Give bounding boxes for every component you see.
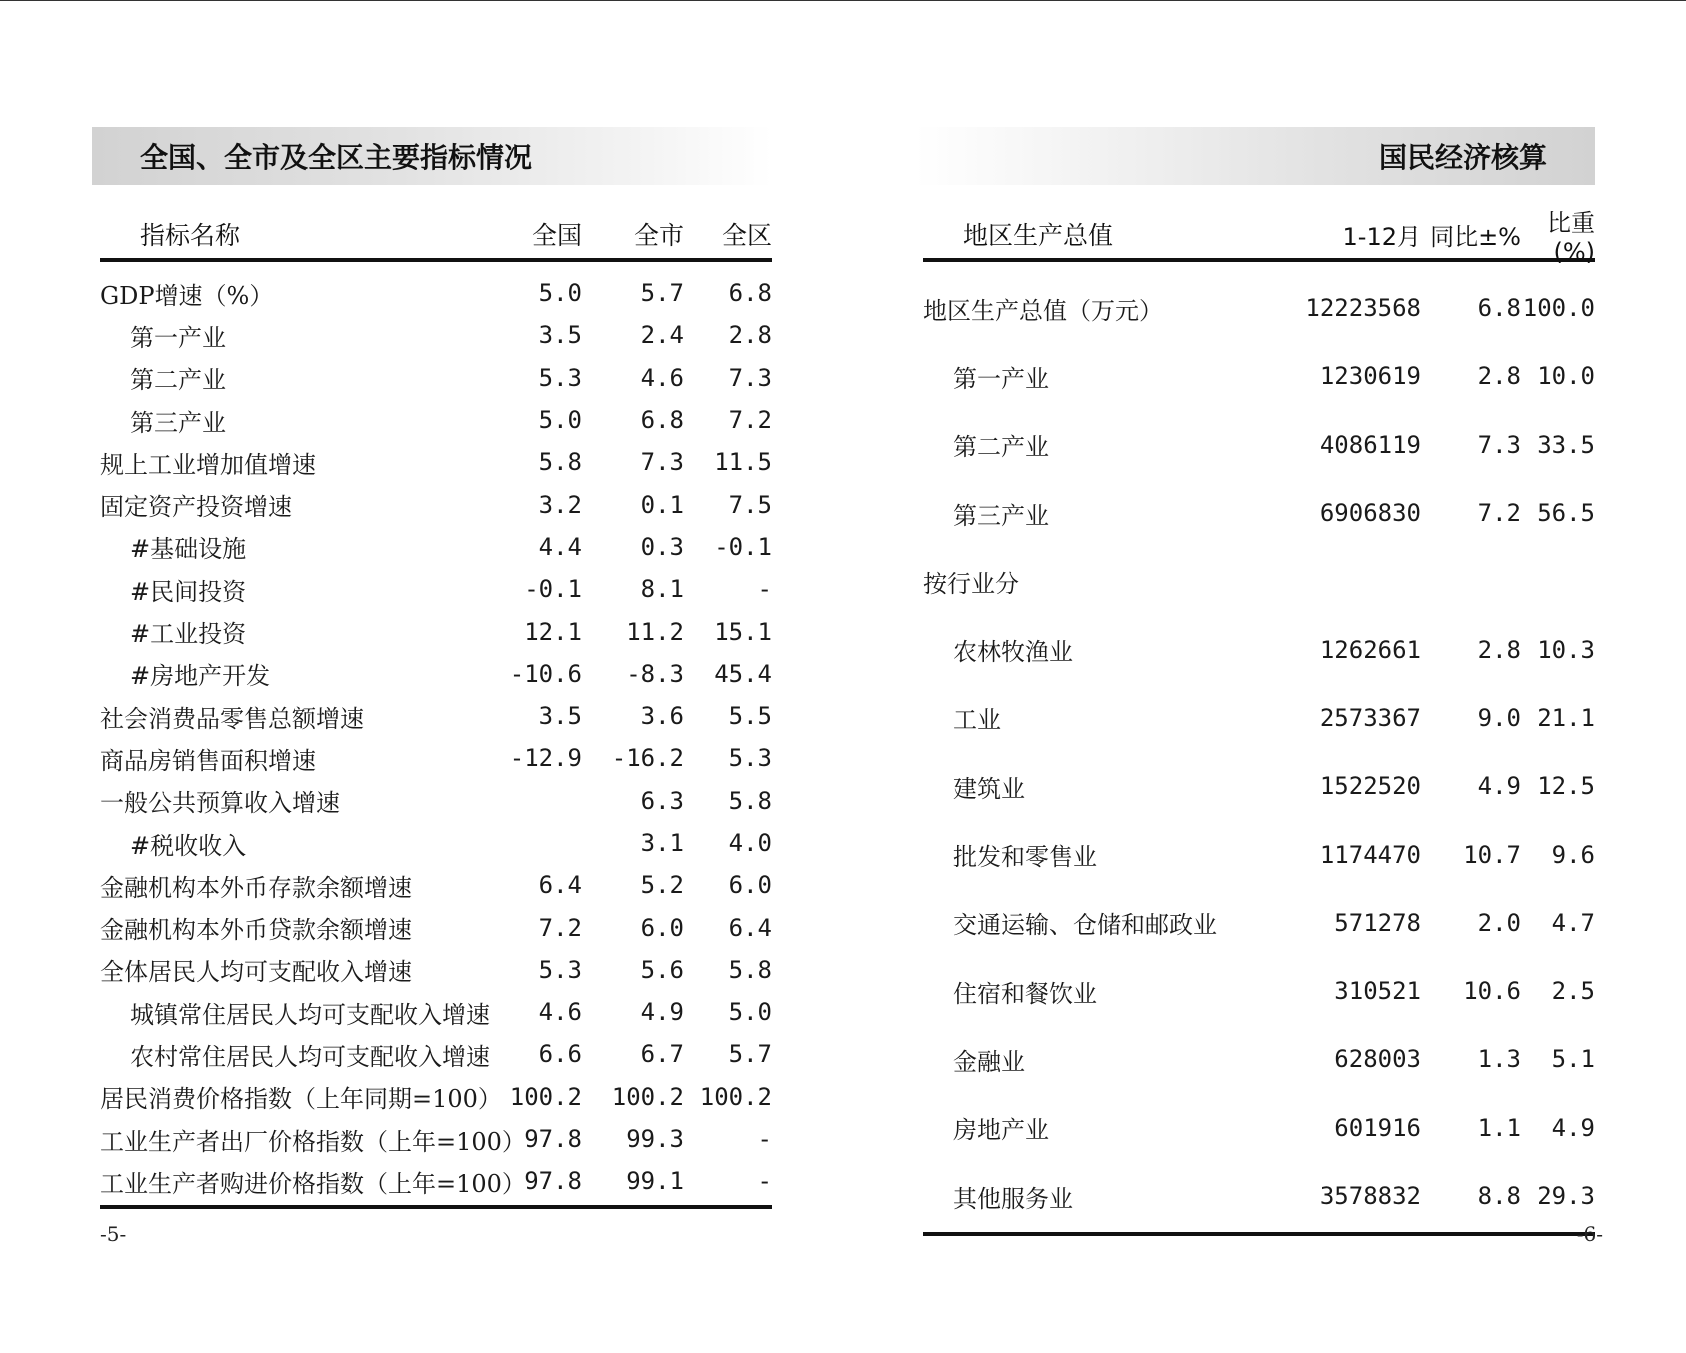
gdp-table-header (923, 208, 1595, 266)
cell-value: 1230619 (1319, 362, 1421, 391)
row-label: 第三产业 (953, 501, 1049, 530)
cell-district: 6.8 (728, 279, 772, 308)
row-label: 按行业分 (923, 569, 1019, 598)
gdp-row (923, 752, 1595, 820)
header-indicator-name: 指标名称 (140, 221, 241, 250)
row-label: 工业生产者出厂价格指数（上年=100） (100, 1127, 526, 1156)
cell-district: 4.0 (728, 829, 772, 857)
row-label: #税收收入 (130, 831, 247, 860)
cell-district: -0.1 (714, 532, 772, 561)
cell-city: 4.9 (640, 998, 684, 1027)
cell-city: 5.6 (640, 955, 684, 984)
header-jan-dec: 1-12月 (1342, 222, 1421, 251)
cell-district: 45.4 (714, 659, 772, 688)
indicators-table-body (100, 262, 772, 1203)
cell-district: 11.5 (714, 448, 772, 477)
cell-district: 5.0 (728, 998, 772, 1027)
cell-district: 2.8 (728, 321, 772, 350)
row-label: 农林牧渔业 (953, 638, 1073, 667)
cell-share: 2.5 (1551, 977, 1595, 1006)
gdp-row (923, 957, 1595, 1025)
cell-city: -16.2 (611, 744, 684, 773)
cell-district: 5.3 (728, 744, 772, 773)
cell-city: 11.2 (626, 617, 684, 646)
cell-share: 100.0 (1522, 294, 1595, 323)
cell-yoy: 10.7 (1463, 840, 1521, 869)
indicators-table-bottom-rule (100, 1205, 772, 1209)
row-label: 金融机构本外币存款余额增速 (100, 873, 412, 902)
cell-district: 7.3 (728, 363, 772, 392)
row-label: 农村常住居民人均可支配收入增速 (130, 1042, 490, 1071)
row-label: 商品房销售面积增速 (100, 746, 316, 775)
row-label: 固定资产投资增速 (100, 493, 292, 522)
cell-city: 6.3 (640, 786, 684, 815)
cell-yoy: 4.9 (1477, 772, 1521, 801)
cell-city: 0.3 (640, 532, 684, 561)
cell-share: 56.5 (1537, 499, 1595, 528)
row-label: 第二产业 (130, 366, 226, 395)
right-banner-title: 国民经济核算 (915, 127, 1595, 185)
gdp-row (923, 342, 1595, 410)
cell-national: 3.5 (538, 702, 582, 731)
cell-national: 5.8 (538, 448, 582, 477)
cell-yoy: 1.3 (1477, 1045, 1521, 1074)
cell-district: 5.5 (728, 702, 772, 731)
row-label: 第一产业 (130, 323, 226, 352)
cell-value: 1174470 (1319, 840, 1421, 869)
cell-share: 10.3 (1537, 635, 1595, 664)
row-label: 社会消费品零售总额增速 (100, 704, 364, 733)
indicator-row (100, 1076, 772, 1118)
indicator-row (100, 272, 772, 314)
cell-national: -10.6 (509, 659, 582, 688)
row-label: 居民消费价格指数（上年同期=100） (100, 1085, 502, 1114)
cell-national: 5.3 (538, 955, 582, 984)
cell-national: -0.1 (524, 575, 582, 604)
indicator-row (100, 1118, 772, 1160)
indicator-row (100, 822, 772, 864)
indicator-row (100, 314, 772, 356)
cell-share: 12.5 (1537, 772, 1595, 801)
indicator-row (100, 1160, 772, 1202)
cell-city: 6.8 (640, 406, 684, 435)
row-label: 房地产业 (953, 1116, 1049, 1145)
cell-yoy: 2.8 (1477, 362, 1521, 391)
cell-national: 5.0 (538, 406, 582, 435)
cell-district: 6.4 (728, 913, 772, 942)
cell-value: 4086119 (1319, 430, 1421, 459)
indicators-table (100, 210, 772, 1209)
row-label: 地区生产总值（万元） (923, 296, 1163, 325)
cell-share: 29.3 (1537, 1182, 1595, 1210)
gdp-table (923, 210, 1595, 1236)
cell-national: 4.4 (538, 532, 582, 561)
indicator-row (100, 653, 772, 695)
cell-city: 5.2 (640, 871, 684, 900)
cell-national: 4.6 (538, 998, 582, 1027)
gdp-table-body (923, 262, 1595, 1230)
cell-district: 100.2 (699, 1082, 772, 1111)
row-label: 住宿和餐饮业 (953, 979, 1097, 1008)
row-label: #工业投资 (130, 620, 247, 649)
left-banner-title: 全国、全市及全区主要指标情况 (92, 127, 772, 185)
row-label: 金融机构本外币贷款余额增速 (100, 916, 412, 945)
cell-share: 21.1 (1537, 703, 1595, 732)
indicator-row (100, 441, 772, 483)
indicator-row (100, 737, 772, 779)
row-label: #民间投资 (130, 577, 247, 606)
cell-city: 7.3 (640, 448, 684, 477)
indicator-row (100, 357, 772, 399)
cell-district: - (757, 1125, 772, 1154)
row-label: 第二产业 (953, 433, 1049, 462)
indicator-row (100, 949, 772, 991)
cell-district: 5.8 (728, 786, 772, 815)
indicator-row (100, 991, 772, 1033)
cell-share: 4.7 (1551, 908, 1595, 937)
cell-yoy: 8.8 (1477, 1182, 1521, 1210)
cell-national: 7.2 (538, 913, 582, 942)
indicator-row (100, 780, 772, 822)
row-label: 批发和零售业 (953, 843, 1097, 872)
cell-national: 6.4 (538, 871, 582, 900)
cell-city: 8.1 (640, 575, 684, 604)
cell-value: 1522520 (1319, 772, 1421, 801)
right-page (915, 0, 1603, 1353)
gdp-row (923, 820, 1595, 888)
header-city: 全市 (633, 221, 684, 250)
header-yoy: 同比±% (1430, 222, 1521, 251)
cell-national: 3.2 (538, 490, 582, 519)
cell-national: -12.9 (509, 744, 582, 773)
header-district: 全区 (721, 221, 772, 250)
gdp-row (923, 1025, 1595, 1093)
gdp-table-bottom-rule (923, 1232, 1595, 1236)
cell-city: 4.6 (640, 363, 684, 392)
gdp-row (923, 1094, 1595, 1162)
row-label: 金融业 (953, 1047, 1025, 1076)
cell-value: 601916 (1334, 1113, 1421, 1142)
gdp-row (923, 615, 1595, 683)
row-label: GDP增速（%） (100, 281, 274, 310)
cell-share: 5.1 (1551, 1045, 1595, 1074)
cell-district: - (757, 575, 772, 604)
cell-yoy: 6.8 (1477, 294, 1521, 323)
row-label: #基础设施 (130, 535, 247, 564)
cell-city: 5.7 (640, 279, 684, 308)
row-label: 建筑业 (953, 774, 1025, 803)
cell-yoy: 7.2 (1477, 499, 1521, 528)
cell-district: 7.2 (728, 406, 772, 435)
header-national: 全国 (531, 221, 582, 250)
gdp-row (923, 411, 1595, 479)
indicator-row (100, 1033, 772, 1075)
cell-value: 571278 (1334, 908, 1421, 937)
row-label: 一般公共预算收入增速 (100, 789, 340, 818)
row-label: 交通运输、仓储和邮政业 (953, 911, 1217, 940)
row-label: 其他服务业 (953, 1184, 1073, 1213)
row-label: 第三产业 (130, 408, 226, 437)
gdp-row (923, 479, 1595, 547)
indicator-row (100, 695, 772, 737)
cell-share: 4.9 (1551, 1113, 1595, 1142)
cell-national: 5.3 (538, 363, 582, 392)
cell-national: 3.5 (538, 321, 582, 350)
cell-yoy: 2.8 (1477, 635, 1521, 664)
cell-share: 33.5 (1537, 430, 1595, 459)
cell-district: 7.5 (728, 490, 772, 519)
cell-national: 6.6 (538, 1040, 582, 1069)
cell-district: 5.7 (728, 1040, 772, 1069)
cell-yoy: 2.0 (1477, 908, 1521, 937)
row-label: 第一产业 (953, 364, 1049, 393)
cell-national: 5.0 (538, 279, 582, 308)
indicator-row (100, 864, 772, 906)
gdp-row (923, 274, 1595, 342)
cell-share: 10.0 (1537, 362, 1595, 391)
cell-yoy: 10.6 (1463, 977, 1521, 1006)
row-label: 规上工业增加值增速 (100, 450, 316, 479)
left-page (92, 0, 772, 1353)
cell-national: 100.2 (509, 1082, 582, 1111)
cell-value: 310521 (1334, 977, 1421, 1006)
cell-city: 99.3 (626, 1125, 684, 1154)
cell-value: 628003 (1334, 1045, 1421, 1074)
cell-national: 12.1 (524, 617, 582, 646)
cell-city: -8.3 (626, 659, 684, 688)
cell-district: 15.1 (714, 617, 772, 646)
indicator-row (100, 399, 772, 441)
indicators-table-header (100, 210, 772, 262)
cell-city: 3.1 (640, 829, 684, 857)
cell-share: 9.6 (1551, 840, 1595, 869)
cell-national: 97.8 (524, 1167, 582, 1196)
indicator-row (100, 906, 772, 948)
cell-national: 97.8 (524, 1125, 582, 1154)
row-label: 工业生产者购进价格指数（上年=100） (100, 1169, 526, 1198)
cell-yoy: 1.1 (1477, 1113, 1521, 1142)
cell-city: 3.6 (640, 702, 684, 731)
cell-value: 1262661 (1319, 635, 1421, 664)
row-label: #房地产开发 (130, 662, 271, 691)
row-label: 全体居民人均可支配收入增速 (100, 958, 412, 987)
indicator-row (100, 483, 772, 525)
page-number-left: -5- (100, 1222, 127, 1246)
row-label: 工业 (953, 706, 1001, 735)
cell-district: - (757, 1167, 772, 1196)
indicator-row (100, 568, 772, 610)
page-number-right: -6- (1576, 1222, 1603, 1246)
cell-city: 0.1 (640, 490, 684, 519)
row-label: 城镇常住居民人均可支配收入增速 (130, 1000, 490, 1029)
cell-district: 5.8 (728, 955, 772, 984)
cell-yoy: 7.3 (1477, 430, 1521, 459)
indicator-row (100, 526, 772, 568)
cell-value: 12223568 (1305, 294, 1421, 323)
cell-city: 6.7 (640, 1040, 684, 1069)
cell-value: 6906830 (1319, 499, 1421, 528)
cell-value: 2573367 (1319, 703, 1421, 732)
gdp-row (923, 547, 1595, 615)
header-gdp: 地区生产总值 (963, 221, 1114, 250)
indicator-row (100, 610, 772, 652)
cell-city: 99.1 (626, 1167, 684, 1196)
cell-value: 3578832 (1319, 1182, 1421, 1210)
cell-city: 6.0 (640, 913, 684, 942)
cell-district: 6.0 (728, 871, 772, 900)
cell-yoy: 9.0 (1477, 703, 1521, 732)
gdp-row (923, 889, 1595, 957)
cell-city: 2.4 (640, 321, 684, 350)
cell-city: 100.2 (611, 1082, 684, 1111)
gdp-row (923, 684, 1595, 752)
gdp-row (923, 1162, 1595, 1230)
header-share: 比重(%) (1547, 208, 1595, 266)
